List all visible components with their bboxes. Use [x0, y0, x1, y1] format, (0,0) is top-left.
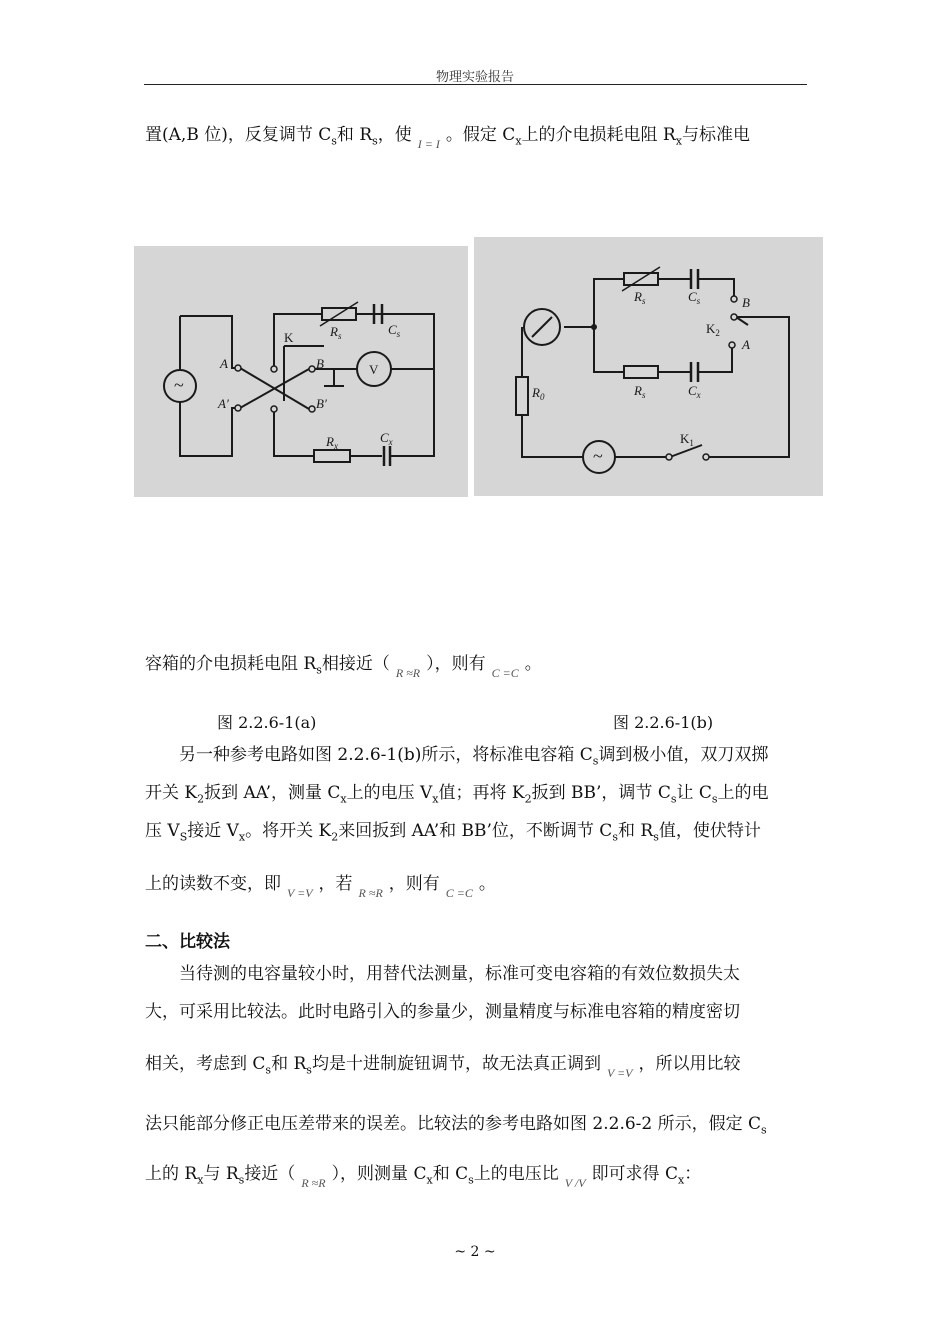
page-header: 物理实验报告 [435, 70, 514, 85]
formula-rx-approx-rs-3: R ≈R [301, 1176, 326, 1190]
formula-cx-eq-cs-2: C =C [445, 886, 473, 900]
label-B2-a: B′ [316, 396, 327, 411]
label-Rs-mid-b: $R_s$ [634, 383, 646, 400]
formula-vs-eq-vx-2: V =V [606, 1066, 633, 1080]
paragraph-2: 容箱的介电损耗电阻 $R_s$相接近（ $_{R \approx R}$ ），则有 $_{C =C}$ 。 [145, 654, 542, 680]
caption-figure-a: 图 2.2.6-1(a) [217, 713, 317, 732]
paragraph-3-line-3: 压 $V_S$接近 $V_x$。将开关 $K_2$来回扳到 AA’和 BB’位，不断调节 $C_s$和 $R_s$值，使伏特计 [145, 821, 761, 844]
figure-a-circuit [134, 246, 468, 497]
formula-cx-eq-cs: C =C [491, 666, 519, 680]
formula-rx-approx-rs-2: R ≈R [358, 886, 383, 900]
figure-b-circuit [474, 237, 823, 496]
paragraph-4-line-5: 上的 $R_x$与 $R_s$接近（ $_{R \approx R}$ ），则测量 $C_x$和 $C_s$上的电压比 $_{V /V}$ 即可求得 $C_x$： [145, 1164, 702, 1190]
label-A-a: A [220, 356, 228, 371]
label-K1-b: $K_1$ [680, 431, 694, 448]
label-K2-b: $K_2$ [706, 321, 720, 338]
resistor-rx-a [314, 450, 350, 462]
label-R0-b: $R_0$ [532, 385, 545, 402]
label-A2-a: A′ [218, 396, 229, 411]
formula-is-eq-ix: I = I [417, 137, 440, 151]
label-Rx-a: $R_x$ [326, 434, 338, 451]
label-A-b: A [742, 337, 750, 352]
label-K-a: K [284, 330, 294, 345]
formula-vs-over-vx: V /V [564, 1176, 586, 1190]
figure-a [134, 246, 468, 497]
label-Cs-a: $C_s$ [388, 322, 401, 339]
ac-symbol-a: ~ [174, 375, 184, 395]
ac-symbol-b: ~ [593, 446, 603, 466]
label-Cx-a: $C_x$ [380, 430, 393, 447]
label-Cx-mid-b: $C_x$ [688, 383, 701, 400]
figure-b [474, 237, 823, 496]
label-Rs-a: $R_s$ [330, 324, 342, 341]
paragraph-3-line-4: 上的读数不变，即 $_{V =V}$ ，若 $_{R \approx R}$ ，则有 $_{C =C}$ 。 [145, 874, 496, 900]
label-B-a: B [316, 356, 324, 371]
resistor-rs-mid-b [624, 366, 658, 378]
header-rule [144, 84, 807, 85]
paragraph-4-line-3: 相关，考虑到 $C_s$和 $R_s$均是十进制旋钮调节，故无法真正调到 $_{V =V}$ ，所以用比较 [145, 1054, 741, 1080]
caption-figure-b: 图 2.2.6-1(b) [613, 713, 714, 732]
formula-vs-eq-vx: V =V [287, 886, 313, 900]
page-number: ~ 2 ~ [454, 1244, 496, 1260]
label-Rs-top-b: $R_s$ [634, 289, 646, 306]
label-Cs-top-b: $C_s$ [688, 289, 701, 306]
formula-rx-approx-rs: R ≈R [395, 666, 421, 680]
paragraph-4-line-4: 法只能部分修正电压差带来的误差。比较法的参考电路如图 2.2.6-2 所示，假定 $C_s$ [145, 1114, 767, 1137]
paragraph-4-line-1: 当待测的电容量较小时，用替代法测量，标准可变电容箱的有效位数损失太 [179, 964, 740, 984]
resistor-r0-b [516, 377, 528, 415]
paragraph-3-line-2: 开关 $K_2$扳到 AA’，测量 $C_x$上的电压 $V_x$值；再将 $K_2$扳到 BB’，调节 $C_s$让 $C_s$上的电 [145, 783, 769, 806]
paragraph-4-line-2: 大，可采用比较法。此时电路引入的参量少，测量精度与标准电容箱的精度密切 [145, 1002, 740, 1022]
paragraph-3-line-1: 另一种参考电路如图 2.2.6-1(b)所示，将标准电容箱 $C_s$调到极小值，双刀双掷 [179, 745, 769, 768]
label-V-a: V [369, 362, 379, 377]
paragraph-1: 置(A,B 位)，反复调节 $C_s$和 $R_s$，使 $_{I = I}$ 。假定 $C_x$上的介电损耗电阻 $R_x$与标准电 [145, 125, 750, 151]
section-heading: 二、比较法 [145, 932, 230, 952]
label-B-b: B [742, 295, 750, 310]
